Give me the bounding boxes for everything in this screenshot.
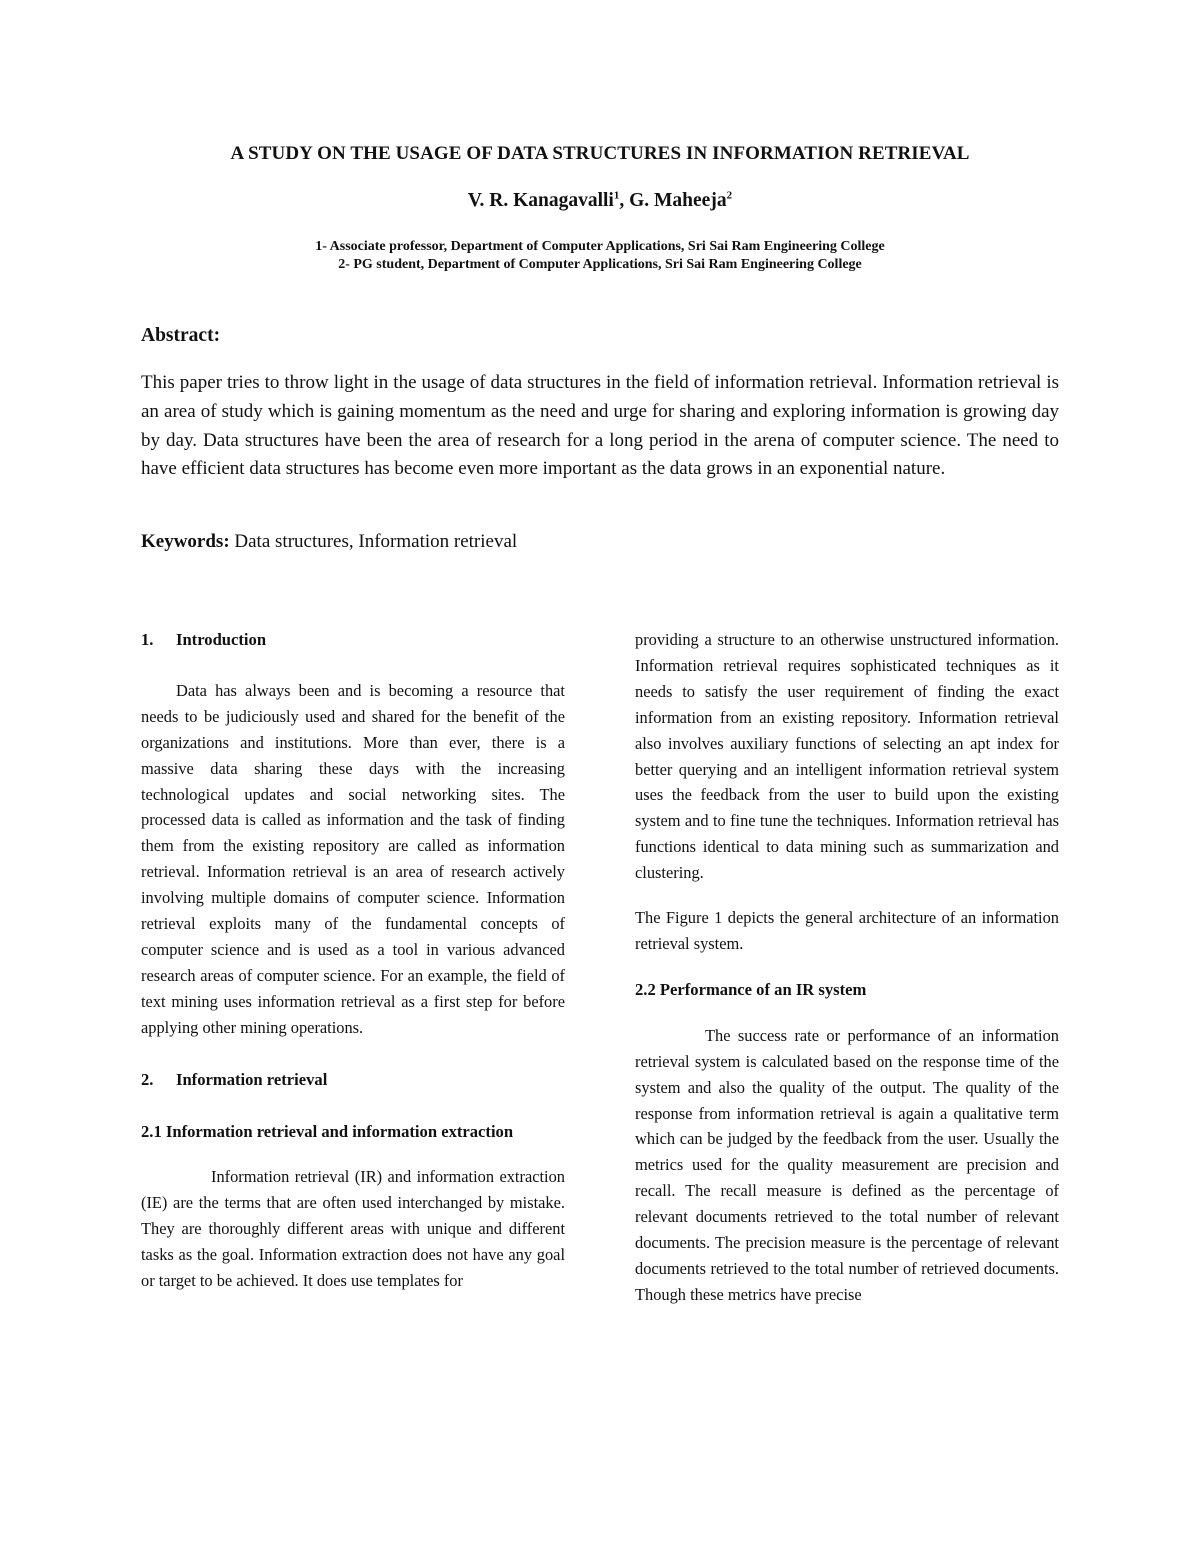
left-column [141, 627, 565, 1294]
author-2-affiliation-mark: 2 [726, 189, 733, 202]
abstract-text: This paper tries to throw light in the usage of data structures in the field of information retrieval. Information retrieval is an area of study which is gaining momentum as the need and urge for sharing and exploring information is growing day by day. Data structures have been the area of research for a long period in the arena of computer science. The need to have efficient data structures has become even more important as the data grows in an exponential nature. [141, 372, 1059, 480]
subsection-heading-performance: 2.2 Performance of an IR system [635, 979, 867, 999]
keywords-text: Data structures, Information retrieval [229, 531, 518, 552]
ir-ie-paragraph-continued: providing a structure to an otherwise unstructured information. Information retrieval requires sophisticated techniques as it needs to satisfy the user requirement of finding the exact information from an existing repository. Information retrieval also involves auxiliary functions of selecting an apt index for better querying and an intelligent information retrieval system uses the feedback from the user to build upon the existing system and to fine tune the techniques. Information retrieval has functions identical to data mining such as summarization and clustering. [635, 630, 1059, 883]
section-title: Information retrieval [176, 1069, 328, 1089]
section-number: 2. [141, 1069, 154, 1089]
author-2: G. Maheeja [629, 190, 727, 211]
author-line [0, 190, 1200, 212]
keywords-line [141, 531, 517, 553]
author-1: V. R. Kanagavalli [467, 190, 614, 211]
section-heading-introduction [141, 627, 565, 653]
figure-reference-paragraph: The Figure 1 depicts the general architecture of an information retrieval system. [635, 908, 1059, 953]
ir-ie-paragraph: Information retrieval (IR) and information extraction (IE) are the terms that are often used interchanged by mistake. They are thoroughly different areas with unique and different tasks as the goal. Information extraction does not have any goal or target to be achieved. It does use templates for [141, 1167, 565, 1291]
keywords-label: Keywords: [141, 531, 230, 552]
introduction-paragraph: Data has always been and is becoming a resource that needs to be judiciously used and shared for the benefit of the organizations and institutions. More than ever, there is a massive data sharing these days with the increasing technological updates and social networking sites. The processed data is called as information and the task of finding them from the existing repository are called as information retrieval. Information retrieval is an area of research actively involving multiple domains of computer science. Information retrieval exploits many of the fundamental concepts of computer science and is used as a tool in various advanced research areas of computer science. For an example, the field of text mining uses information retrieval as a first step for before applying other mining operations. [141, 680, 565, 1037]
section-title: Introduction [176, 630, 267, 649]
section-heading-information-retrieval [141, 1067, 565, 1093]
right-column [635, 627, 1059, 1308]
section-number: 1. [141, 630, 154, 649]
abstract-heading: Abstract: [141, 325, 221, 346]
performance-paragraph: The success rate or performance of an information retrieval system is calculated based on the response time of the system and also the quality of the output. The quality of the response from information retrieval is again a qualitative term which can be judged by the feedback from the user. Usually the metrics used for the quality measurement are precision and recall. The recall measure is defined as the percentage of relevant documents retrieved to the total number of relevant documents. The precision measure is the percentage of relevant documents retrieved to the total number of retrieved documents. Though these metrics have precise [635, 1025, 1059, 1304]
author-1-affiliation-mark: 1 [613, 189, 620, 202]
paper-title: A STUDY ON THE USAGE OF DATA STRUCTURES IN INFORMATION RETRIEVAL [230, 143, 970, 164]
author-separator: , [619, 190, 630, 211]
affiliation-2: 2- PG student, Department of Computer Applications, Sri Sai Ram Engineering College [338, 257, 862, 272]
affiliation-1: 1- Associate professor, Department of Computer Applications, Sri Sai Ram Engineering College [315, 239, 885, 254]
subsection-heading-ir-ie: 2.1 Information retrieval and information extraction [141, 1121, 514, 1141]
